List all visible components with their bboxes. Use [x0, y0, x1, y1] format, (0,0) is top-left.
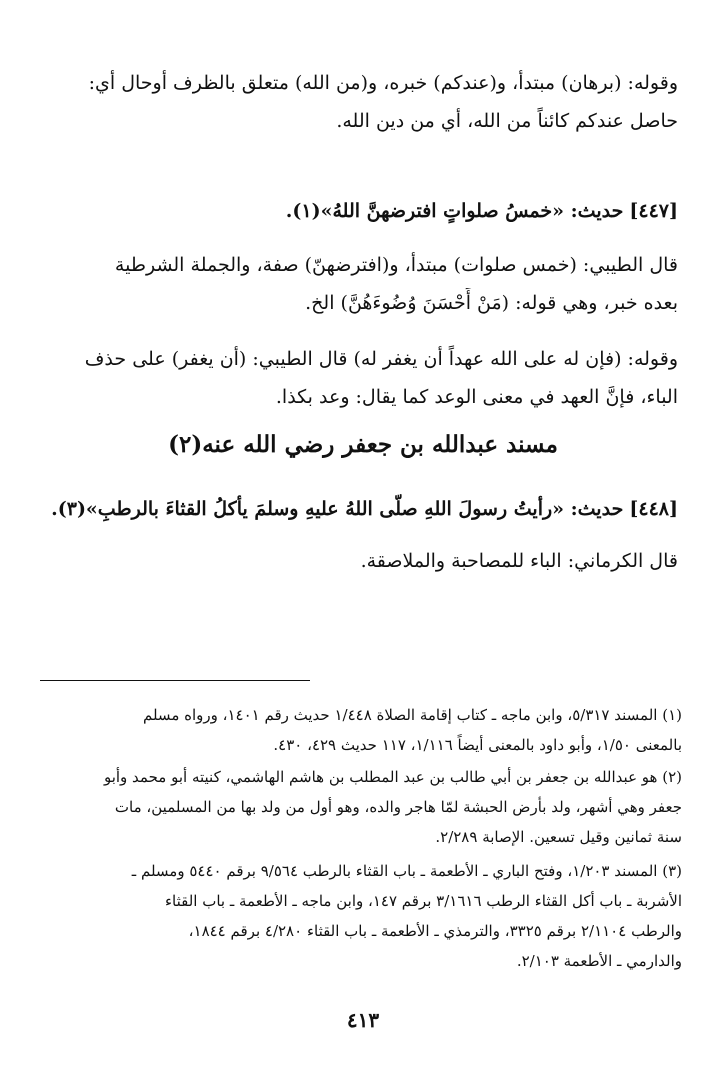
footnote-3-line-2: الأشربة ـ باب أكل القثاء الرطب ٣/١٦١٦ برقم ١٤٧، وابن ماجه ـ الأطعمة ـ باب القثاء	[164, 892, 682, 910]
paragraph-1-line-1: وقوله: (برهان) مبتدأ، و(عندكم) خبره، و(من الله) متعلق بالظرف أوحال أي:	[88, 72, 678, 94]
footnote-2-line-2: جعفر وهي أشهر، ولد بأرض الحبشة لمّا هاجر والده، وهو أول من ولد بها من المسلمين، مات	[114, 798, 682, 816]
footnote-2-line-3: سنة ثمانين وقيل تسعين. الإصابة ٢/٢٨٩.	[435, 828, 682, 846]
footnote-separator	[40, 680, 310, 681]
hadith-447-number: [٤٤٧]	[629, 200, 678, 222]
paragraph-4-line-1: قال الكرماني: الباء للمصاحبة والملاصقة.	[360, 550, 678, 572]
hadith-448-number: [٤٤٨]	[629, 498, 678, 520]
hadith-448-heading	[40, 494, 678, 524]
footnote-1-line-1: (١) المسند ٥/٣١٧، وابن ماجه ـ كتاب إقامة الصلاة ١/٤٤٨ حديث رقم ١٤٠١، ورواه مسلم	[142, 706, 682, 724]
paragraph-3-line-2: الباء، فإنَّ العهد في معنى الوعد كما يقال: وعد بكذا.	[275, 386, 678, 408]
footnote-1-line-2: بالمعنى ١/٥٠، وأبو داود بالمعنى أيضاً ١/١١٦، ١١٧ حديث ٤٢٩، ٤٣٠.	[273, 736, 682, 754]
paragraph-2-line-1: قال الطيبي: (خمس صلوات) مبتدأ، و(افترضهنّ) صفة، والجملة الشرطية	[114, 254, 678, 276]
hadith-447-heading	[40, 196, 678, 226]
hadith-447-text: حديث: «خمسُ صلواتٍ افترضهنَّ اللهُ»(١).	[285, 200, 624, 222]
hadith-448-text: حديث: «رأيتُ رسولَ اللهِ صلّى اللهُ عليهِ وسلمَ يأكلُ القثاءَ بالرطبِ»(٣).	[51, 498, 624, 520]
section-heading: مسند عبدالله بن جعفر رضي الله عنه(٢)	[168, 431, 558, 458]
footnote-2-line-1: (٢) هو عبدالله بن جعفر بن أبي طالب بن عبد المطلب بن هاشم الهاشمي، كنيته أبو محمد وأبو	[103, 768, 682, 786]
paragraph-3-line-1: وقوله: (فإن له على الله عهداً أن يغفر له) قال الطيبي: (أن يغفر) على حذف	[84, 348, 678, 370]
footnote-3-line-3: والرطب ٢/١١٠٤ برقم ٣٣٢٥، والترمذي ـ الأطعمة ـ باب القثاء ٤/٢٨٠ برقم ١٨٤٤،	[188, 922, 682, 940]
footnote-3-line-4: والدارمي ـ الأطعمة ٢/١٠٣.	[516, 952, 682, 970]
page-number: ٤١٣	[346, 1008, 380, 1032]
footnote-3-line-1: (٣) المسند ١/٢٠٣، وفتح الباري ـ الأطعمة ـ باب القثاء بالرطب ٩/٥٦٤ برقم ٥٤٤٠ ومسلم ـ	[131, 862, 682, 880]
paragraph-2-line-2: بعده خبر، وهي قوله: (مَنْ أَحْسَنَ وُضُوءَهُنَّ) الخ.	[305, 292, 678, 314]
paragraph-1-line-2: حاصل عندكم كائناً من الله، أي من دين الله.	[336, 110, 678, 132]
